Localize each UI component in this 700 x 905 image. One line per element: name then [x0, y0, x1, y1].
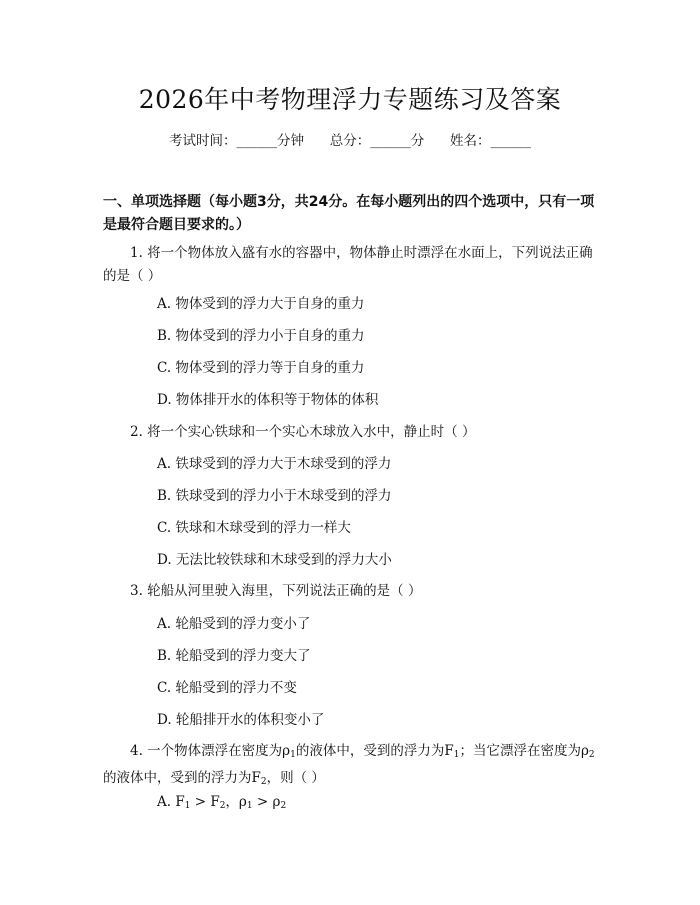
- question-2-option-b: B. 铁球受到的浮力小于木球受到的浮力: [157, 488, 392, 504]
- question-3-stem: 3. 轮船从河里驶入海里，下列说法正确的是（ ）: [130, 583, 422, 599]
- question-3-option-a: A. 轮船受到的浮力变小了: [157, 616, 311, 632]
- q4-text-2: 的液体中，受到的浮力为F: [295, 743, 454, 759]
- question-3-option-b: B. 轮船受到的浮力变大了: [157, 648, 311, 664]
- question-3-option-c: C. 轮船受到的浮力不变: [157, 680, 297, 696]
- question-4-option-a: [157, 792, 597, 816]
- question-3-option-d: D. 轮船排开水的体积变小了: [157, 712, 325, 728]
- q4-text-4: 的液体中，受到的浮力为F: [103, 769, 261, 786]
- question-2-option-c: C. 铁球和木球受到的浮力一样大: [157, 520, 351, 536]
- question-1-option-d: D. 物体排开水的体积等于物体的体积: [157, 392, 379, 408]
- q4a-text-3: ，ρ: [225, 794, 247, 810]
- question-1-option-c: C. 物体受到的浮力等于自身的重力: [157, 360, 365, 376]
- exam-meta-text: 考试时间：______分钟 总分：______分 姓名：______: [169, 133, 531, 149]
- question-2-option-a: A. 铁球受到的浮力大于木球受到的浮力: [157, 456, 392, 472]
- q4a-sub-3: 1: [246, 801, 253, 811]
- q4-sub-4: 2: [260, 776, 267, 787]
- q4a-sub-4: 2: [280, 801, 287, 811]
- q4-sub-2: 1: [453, 750, 460, 760]
- q4a-text-1: A. F: [157, 794, 185, 810]
- question-1-option-a: A. 物体受到的浮力大于自身的重力: [157, 296, 365, 312]
- q4-text-1: 4. 一个物体漂浮在密度为ρ: [130, 743, 291, 759]
- question-2-stem: 2. 将一个实心铁球和一个实心木球放入水中，静止时（ ）: [130, 424, 476, 440]
- question-2-option-d: D. 无法比较铁球和木球受到的浮力大小: [157, 552, 392, 568]
- q4a-sub-2: 2: [219, 801, 226, 811]
- q4-sub-3: 2: [588, 750, 595, 760]
- q4a-text-4: > ρ: [252, 794, 281, 810]
- exam-meta-line: [0, 131, 700, 151]
- document-title: 2026年中考物理浮力专题练习及答案: [138, 85, 562, 114]
- q4a-text-2: > F: [190, 794, 220, 810]
- question-1-option-b: B. 物体受到的浮力小于自身的重力: [157, 328, 365, 344]
- q4a-sub-1: 1: [184, 801, 191, 811]
- q4-text-5: ，则（ ）: [266, 769, 325, 786]
- section-heading: 一、单项选择题（每小题3分，共24分。在每小题列出的四个选项中，只有一项是最符合题目要求的。）: [103, 194, 595, 233]
- q4-sub-1: 1: [290, 750, 296, 760]
- question-4-stem: [103, 740, 603, 793]
- q4-text-3: ；当它漂浮在密度为ρ: [459, 743, 589, 759]
- question-1-stem: 1. 将一个物体放入盛有水的容器中，物体静止时漂浮在水面上，下列说法正确的是（ ）: [103, 245, 593, 284]
